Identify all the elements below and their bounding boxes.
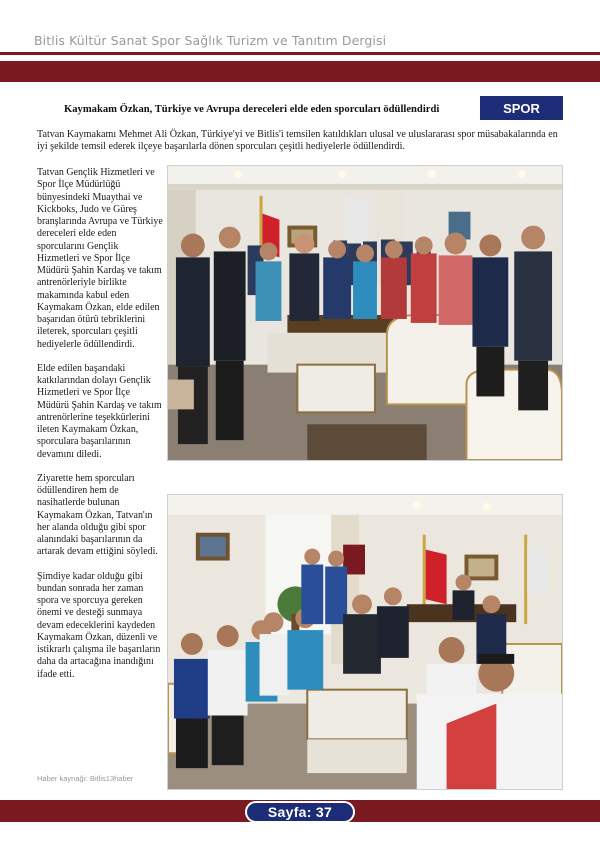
masthead-bar [0, 61, 600, 82]
masthead-rule [0, 52, 600, 55]
photo-group-office [167, 165, 563, 461]
article-body [37, 167, 163, 693]
headline-row [0, 96, 600, 124]
article-paragraph: Tatvan Gençlik Hizmetleri ve Spor İlçe Müdürlüğü bünyesindeki Muaythai ve Kickboks, Judo ve Güreş branşlarında Avrupa ve Türkiye dereceleri elde eden sporcularını Gençlik Hizmetleri ve Spor İlçe Müdürü Şahin Kardaş ve takım antrenörleriyle birlikte makamında kabul eden Kaymakam Özkan, elde edilen başarıdan ötürü tebriklerini ileterek, sporcuları çeşitli hediyelerle ödüllendirdi. [37, 167, 163, 350]
news-source: Haber kaynağı: Bitlis13haber [37, 774, 134, 783]
photo-group-office-image [168, 166, 562, 460]
page-number-badge [245, 801, 355, 823]
page-number: Sayfa: 37 [267, 804, 333, 820]
photo-athletes-seated [167, 494, 563, 790]
photo-athletes-seated-image [168, 495, 562, 789]
article-paragraph: Ziyarette hem sporcuları ödüllendiren hem de nasihatlerde bulunan Kaymakam Özkan, Tatvan'ın her alanda olduğu gibi spor alanındaki başarılarının da artarak devam ettiğini söyledi. [37, 472, 158, 558]
article-paragraph: Elde edilen başarıdaki katkılarından dolayı Gençlik Hizmetleri ve Spor İlçe Müdürü Şahin Kardaş ve takım antrenörlerine teşekkürlerini ileten Kaymakam Özkan, sporculara başarılarının devamını diledi. [37, 362, 162, 460]
magazine-title: Bitlis Kültür Sanat Spor Sağlık Turizm ve Tanıtım Dergisi [34, 33, 387, 48]
article-paragraph: Şimdiye kadar olduğu gibi bundan sonrada her zaman spora ve sporcuya gereken önemi ve desteği sunmaya devam edeceklerini kaydeden Kaymakam Özkan, düzenli ve istikrarlı çalışma ile başarıların daha da artacağına inandığını ifade etti. [37, 570, 161, 680]
masthead [0, 0, 600, 84]
article-headline: Kaymakam Özkan, Türkiye ve Avrupa dereceleri elde eden sporcuları ödüllendirdi [64, 104, 440, 115]
section-tag: SPOR [480, 96, 563, 120]
article-intro: Tatvan Kaymakamı Mehmet Ali Özkan, Türkiye'yi ve Bitlis'i temsilen katıldıkları ulusal ve uluslararası spor müsabakalarında en iyi şekilde temsil ederek ilçeye başarılarla dönen sporcuları çeşitli hediyelerle ödüllendirdi. [37, 129, 558, 153]
